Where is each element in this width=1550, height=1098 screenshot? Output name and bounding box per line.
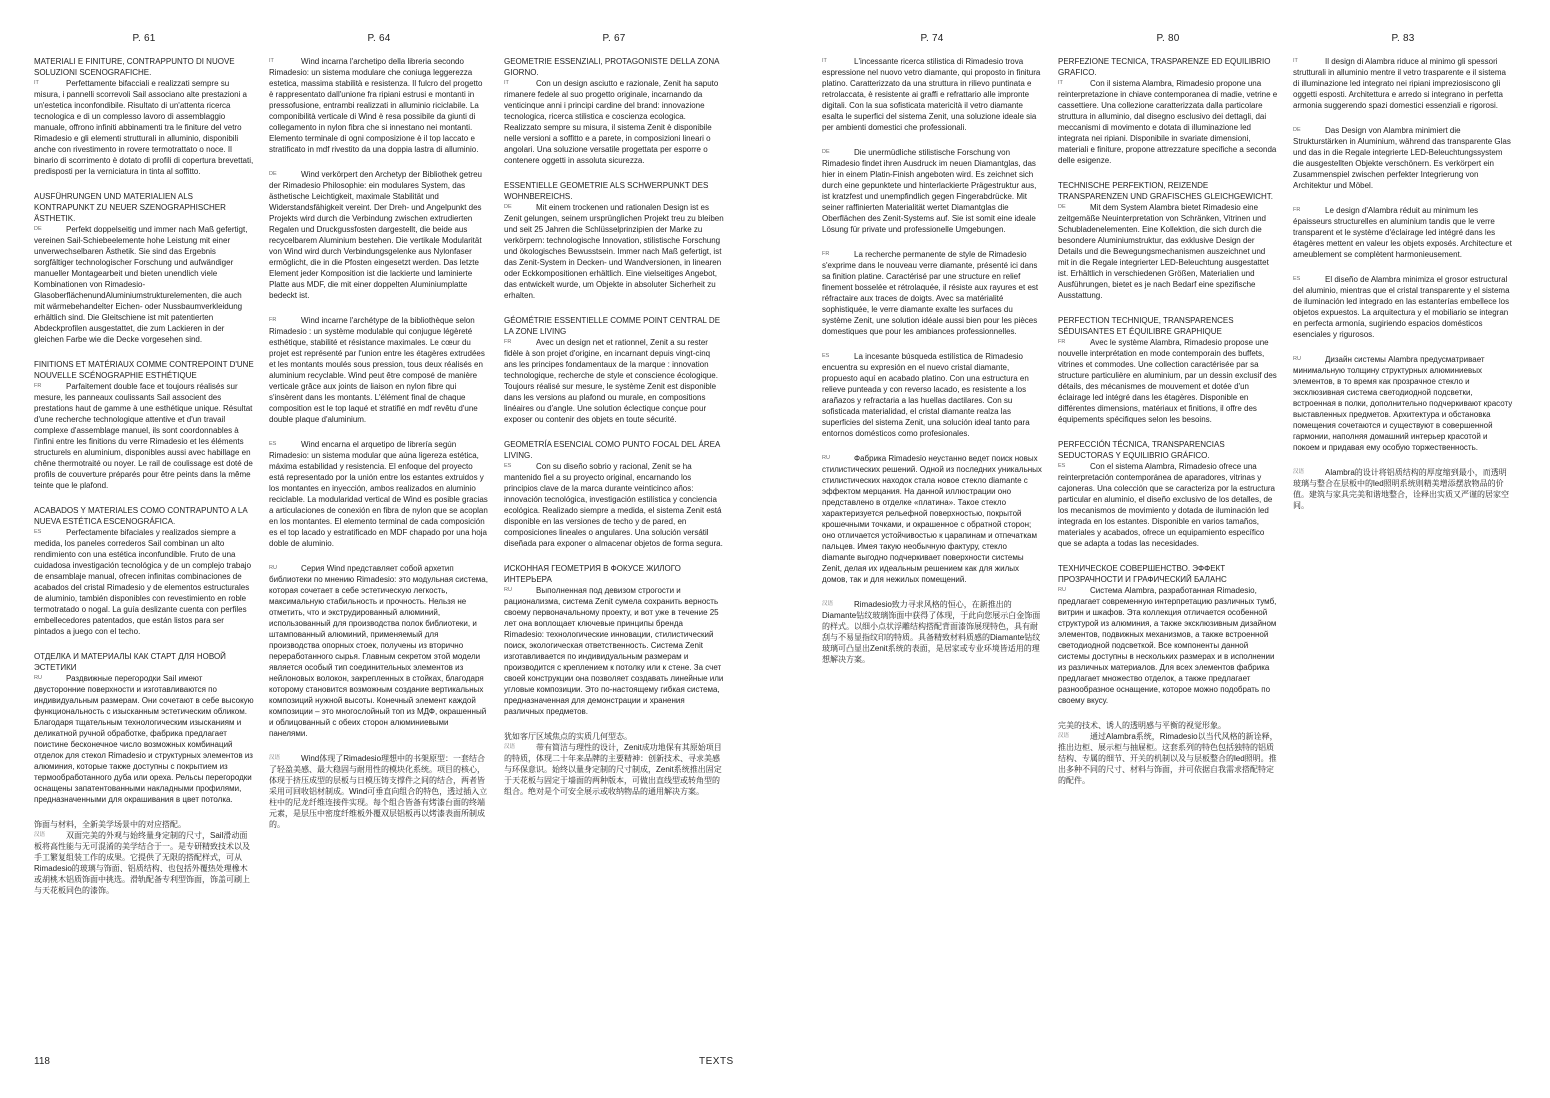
language-tag: FR <box>1058 339 1066 345</box>
text-block <box>822 453 1042 585</box>
page-ref-4: P. 74 <box>920 33 944 44</box>
language-tag: DE <box>504 204 512 210</box>
block-title: ОТДЕЛКА И МАТЕРИАЛЫ КАК СТАРТ ДЛЯ НОВОЙ ЭСТЕТИКИ <box>34 652 226 672</box>
block-title: GEOMETRÍA ESENCIAL COMO PUNTO FOCAL DEL ÁREA LIVING. <box>504 440 720 460</box>
text-block <box>504 180 724 301</box>
body-text: Con su diseño sobrio y racional, Zenit se ha mantenido fiel a su proyecto original, encarnando los principios clave de la marca durante veinticinco años: innovación tecnológica, investigación estilística y conciencia ecológica. Realizado siempre a medida, el sistema Zenit está disponible en las versiones de techo y de pared, en composiciones lineales o angulares. Una solución versátil diseñada para exponer o almacenar objetos de forma segura. <box>504 462 723 548</box>
language-tag: IT <box>1058 80 1063 86</box>
language-tag: IT <box>34 80 39 86</box>
body-text: Con un design asciutto e razionale, Zenit ha saputo rimanere fedele al suo progetto originale, incarnando da venticinque anni i principi cardine del brand: innovazione tecnologica, ricerca stilistica e coscienza ecologica. Realizzato sempre su misura, il sistema Zenit è disponibile nelle versioni a soffitto e a parete, in composizioni lineari o angolari. Una soluzione versatile progettata per esporre o contenere oggetti in assoluta sicurezza. <box>504 79 719 165</box>
language-tag: RU <box>1058 587 1066 593</box>
language-tag: FR <box>822 251 830 257</box>
text-block <box>1293 56 1513 111</box>
text-column-p74 <box>822 56 1042 679</box>
text-block <box>1058 439 1278 549</box>
body-text: 双面完美的外观与始终量身定制的尺寸，Sail滑动面板将高性能与无可混淆的美学结合于一。是专研精致技术以及手工繁复组装工作的成果。它提供了无限的搭配样式，可从Rimadesio的玻璃与饰面、铝质结构、也包括外覆热处理橡木或胡桃木铝质饰面中挑选。滑轨配备专利型饰面，饰盖可刷上与天花板同色的漆饰。 <box>34 831 250 895</box>
body-text: Wind incarne l'archétype de la bibliothèque selon Rimadesio : un système modulable qui conjugue légèreté esthétique, stabilité et résistance maximales. Le cœur du projet est représenté par l'union entre les étagères extrudées et les montants moulés sous pression, tous deux réalisés en aluminium recyclable. Wind peut être composé de manière verticale grâce aux joints de liaison en nylon fibre qui s'insèrent dans les montants. L'élément final de chaque composition est le top laqué et stratifié en mdf revêtu d'une double plaque d'aluminium. <box>269 316 485 424</box>
text-block <box>269 563 489 739</box>
language-tag: IT <box>504 80 509 86</box>
block-title: 饰面与材料，全新美学场景中的对应搭配。 <box>34 820 186 829</box>
text-block <box>1058 56 1278 166</box>
body-text: Le design d'Alambra réduit au minimum les épaisseurs structurelles en aluminium tandis que le verre transparent et le système d'éclairage led intégré dans les étagères mettent en valeur les objets exposés. Architecture et ameublement se complètent harmonieusement. <box>1293 206 1512 259</box>
text-column-p83 <box>1293 56 1513 525</box>
language-tag: ES <box>1058 463 1066 469</box>
language-tag: IT <box>1293 58 1298 64</box>
language-tag: 汉语 <box>1058 733 1070 739</box>
language-tag: DE <box>822 149 830 155</box>
body-text: Wind incarna l'archetipo della libreria secondo Rimadesio: un sistema modulare che coniuga leggerezza estetica, massima stabilità e resistenza. Il fulcro del progetto è rappresentato dall'unione fra ripiani estrusi e montanti in pressofusione, entrambi realizzati in alluminio riciclabile. La componibilità verticale di Wind è resa possibile da giunti di collegamento in nylon fibra che si innestano nei montanti. Elemento terminale di ogni composizione è il top laccato e stratificato in mdf rivestito da una doppia lastra di alluminio. <box>269 57 483 154</box>
text-column-p61 <box>34 56 254 910</box>
body-text: Выполненная под девизом строгости и рационализма, система Zenit сумела сохранить верность своему первоначальному проекту, и вот уже в течение 25 лет она воплощает ключевые принципы бренда Rimadesio: технологические инновации, стилистический поиск, экологическая ответственность. Система Zenit изготавливается по индивидуальным размерам и производится с креплением к потолку или к стене. За счет своей конструкции она позволяет создавать линейные или угловые композиции. Это по-настоящему гибкая система, предназначенная для демонстрации и хранения различных предметов. <box>504 586 724 716</box>
text-block <box>504 731 724 797</box>
text-block <box>269 753 489 830</box>
language-tag: ES <box>504 463 512 469</box>
body-text: Avec le système Alambra, Rimadesio propose une nouvelle interprétation en mode contemporain des buffets, vitrines et commodes. Une collection caractérisée par sa structure particulière en aluminium, par un dessin exclusif des détails, des mécanismes de mouvement et dotée d'un éclairage led intégré dans les étagères. Disponible en différentes dimensions, matériaux et finitions, il offre des équipements spécifiques selon les besoins. <box>1058 338 1277 424</box>
text-block <box>504 563 724 717</box>
section-label: TEXTS <box>699 1056 734 1067</box>
text-column-p67 <box>504 56 724 811</box>
language-tag: FR <box>269 317 277 323</box>
block-title: AUSFÜHRUNGEN UND MATERIALIEN ALS KONTRAPUNKT ZU NEUER SZENOGRAPHISCHER ÄSTHETIK. <box>34 192 226 223</box>
body-text: Perfectamente bifaciales y realizados siempre a medida, los paneles correderos Sail combinan un alto rendimiento con una estética inconfundible. Fruto de una cuidadosa investigación tecnológica y de un complejo trabajo de ensamblaje manual, ofrecen infinitas combinaciones de acabados del cristal Rimadesio y de elementos estructurales de aluminio, también disponibles con revestimiento en roble termotratado o nogal. La guía deslizante cuenta con perfiles embellecedores patentados, que están listos para ser pintados a juego con el techo. <box>34 528 252 636</box>
body-text: Серия Wind представляет собой архетип библиотеки по мнению Rimadesio: это модульная система, которая сочетает в себе эстетическую легкость, максимальную стабильность и прочность. Нельзя не отметить, что и экструдированный алюминий, использованный для производства полок библиотеки, и штампованный алюминий, применяемый для производства опорных стоек, получены из вторично переработанного сырья. Главным секретом этой модели является особый тип соединительных элементов из нейлоновых волокон, закрепленных в стойках, благодаря которому становится возможным создание вертикальных композиций нужной высоты. Конечный элемент каждой композиции – это многослойный топ из МДФ, окрашенный и облицованный с обеих сторон алюминиевыми панелями. <box>269 564 488 738</box>
language-tag: ES <box>34 529 42 535</box>
language-tag: RU <box>504 587 512 593</box>
body-text: Дизайн системы Alambra предусматривает минимальную толщину структурных алюминиевых элементов, в то время как прозрачное стекло и эксклюзивная система светодиодной подсветки, встроенная в полки, дополнительно подчеркивают красоту выставленных предметов. Архитектура и обстановка помещения сочетаются и существуют в совершенной гармонии, наполняя домашний интерьер красотой и покоем и придавая ему особую торжественность. <box>1293 355 1513 452</box>
block-title: TECHNISCHE PERFEKTION, REIZENDE TRANSPARENZEN UND GRAFISCHES GLEICHGEWICHT. <box>1058 181 1273 201</box>
text-block <box>34 359 254 491</box>
body-text: Rimadesio致力寻求风格的恒心，在新推出的Diamante钻纹玻璃饰面中获得了体现，于此向您展示白金饰面的样式。以细小点状浮雕结构搭配背面漆饰展现特色，具有耐刮与不易显指纹印的特质。具备精致材料质感的Diamante钻纹玻璃可凸显出Zenit系统的表面，是居家或专业环境皆适用的理想解决方案。 <box>822 600 1041 664</box>
text-block <box>34 191 254 345</box>
language-tag: 汉语 <box>269 755 281 761</box>
body-text: 带有简洁与理性的设计，Zenit成功地保有其原始项目的特质，体现二十年来品牌的主要精神：创新技术、寻求美感与环保意识。始终以量身定制的尺寸制成，Zenit系统推出固定于天花板与固定于墙面的两种版本，可做出直线型或转角型的组合。绝对是个可安全展示或收纳物品的通用解决方案。 <box>504 743 722 796</box>
text-block <box>822 599 1042 665</box>
block-title: ESSENTIELLE GEOMETRIE ALS SCHWERPUNKT DES WOHNBEREICHS. <box>504 181 709 201</box>
language-tag: ES <box>1293 276 1301 282</box>
language-tag: ES <box>269 441 277 447</box>
body-text: Alambra的设计将铝质结构的厚度缩到最小，而透明玻璃与整合在层板中的led照明系统则精美增添摆放物品的价值。建筑与家具完美和谐地整合，诠释出实质又严谨的居家空间。 <box>1293 468 1509 510</box>
block-title: GÉOMÉTRIE ESSENTIELLE COMME POINT CENTRAL DE LA ZONE LIVING <box>504 316 721 336</box>
text-column-p64 <box>269 56 489 844</box>
body-text: Die unermüdliche stilistische Forschung von Rimadesio findet ihren Ausdruck im neuen Diamantglas, das hier in einem Platin-Finish angeboten wird. Es zeichnet sich durch eine gepunktete und hinterlackierte Prägestruktur aus, ist kratzfest und unempfindlich gegen Fingerabdrücke. Mit seiner raffinierten Materialität wertet Diamantglas die Oberflächen des Zenit-Systems auf. Sie ist somit eine ideale Lösung für private und professionelle Umgebungen. <box>822 148 1037 234</box>
text-block <box>822 147 1042 235</box>
language-tag: DE <box>269 171 277 177</box>
body-text: Wind encarna el arquetipo de librería según Rimadesio: un sistema modular que aúna ligereza estética, máxima estabilidad y resistencia. El enfoque del proyecto está representado por la unión entre los estantes extruidos y los montantes en inyección, ambos realizados en aluminio reciclable. La modularidad vertical de Wind es posible gracias a articulaciones de conexión en fibra de nylon que se acoplan en los montantes. El elemento terminal de cada composición es el top lacado y estratificado en MDF chapado por una hoja doble de aluminio. <box>269 440 488 548</box>
body-text: Il design di Alambra riduce al minimo gli spessori strutturali in alluminio mentre il vetro trasparente e il sistema di illuminazione led integrato nei ripiani impreziosiscono gli oggetti esposti. Architettura e arredo si integrano in perfetta armonia suggerendo spazi domestici essenziali e rigorosi. <box>1293 57 1506 110</box>
block-title: 完美的技术、诱人的透明感与平衡的视觉形象。 <box>1058 721 1226 730</box>
text-column-p80 <box>1058 56 1278 800</box>
text-block <box>504 439 724 549</box>
block-title: FINITIONS ET MATÉRIAUX COMME CONTREPOINT D'UNE NOUVELLE SCÉNOGRAPHIE ESTHÉTIQUE <box>34 360 254 380</box>
block-title: 犹如客厅区域焦点的实质几何型态。 <box>504 732 632 741</box>
text-block <box>1293 274 1513 340</box>
text-block <box>269 169 489 301</box>
language-tag: DE <box>34 226 42 232</box>
language-tag: RU <box>1293 356 1301 362</box>
body-text: Система Alambra, разработанная Rimadesio, предлагает современную интерпретацию различных тумб, витрин и шкафов. Эта коллекция отличается особенной структурой из алюминия, а также эксклюзивным дизайном элементов, подвижных механизмов, а также встроенной светодиодной подсветкой. Все компоненты данной системы доступны в нескольких размерах и в исполнении из различных материалов. Для всех элементов фабрика предлагает множество отделок, а также предлагает разнообразное оснащение, которое можно подобрать по своему вкусу. <box>1058 586 1277 705</box>
body-text: 通过Alambra系统，Rimadesio以当代风格的新诠释，推出边柜、展示柜与抽屉柜。这套系列的特色包括独特的铝质结构、专属的细节、开关的机制以及与层板整合的led照明。推出多种不同的尺寸、材料与饰面，并可依据自我需求搭配特定的配件。 <box>1058 732 1278 785</box>
text-block <box>34 56 254 177</box>
text-block <box>1058 720 1278 786</box>
text-block <box>822 56 1042 133</box>
text-block <box>822 351 1042 439</box>
language-tag: 汉语 <box>822 601 834 607</box>
text-block <box>1058 315 1278 425</box>
text-block <box>1293 467 1513 511</box>
text-block <box>34 819 254 896</box>
language-tag: RU <box>822 455 830 461</box>
block-title: PERFEZIONE TECNICA, TRASPARENZE ED EQUILIBRIO GRAFICO. <box>1058 57 1271 77</box>
body-text: Das Design von Alambra minimiert die Strukturstärken in Aluminium, während das transparente Glas und das in die Regale integrierte LED-Beleuchtungssystem die ausgestellten Objekte verschönern. Es verkörpert ein Zusammenspiel zwischen perfekter Integrierung von Architektur und Möbel. <box>1293 126 1511 190</box>
language-tag: 汉语 <box>504 744 516 750</box>
body-text: Con il sistema Alambra, Rimadesio propone una reinterpretazione in chiave contemporanea di madie, vetrine e cassettiere. Una collezione caratterizzata dalla particolare struttura in alluminio, dal disegno esclusivo dei dettagli, dai meccanismi di movimento e dotata di illuminazione led integrata nei ripiani. Disponibile in svariate dimensioni, materiali e finiture, propone attrezzature specifiche a seconda delle esigenze. <box>1058 79 1278 165</box>
body-text: Perfekt doppelseitig und immer nach Maß gefertigt, vereinen Sail-Schiebeelemente hohe Leistung mit einer unverwechselbaren Ästhetik. Sie sind das Ergebnis sorgfältiger technologischer Forschung und aufwändiger manueller Montagearbeit und bieten unendlich viele Kombinationen von Rimadesio-GlasoberflächenundAluminiumstrukturelementen, die auch mit wärmebehandelter Eichen- oder Nussbaumverkleidung erhältlich sind. Die Gleitschiene ist mit patentierten Abdeckprofilen ausgestattet, die zum Lackieren in der gleichen Farbe wie die Decke vorgesehen sind. <box>34 225 248 344</box>
block-title: GEOMETRIE ESSENZIALI, PROTAGONISTE DELLA ZONA GIORNO. <box>504 57 720 77</box>
body-text: El diseño de Alambra minimiza el grosor estructural del aluminio, mientras que el cristal transparente y el sistema de iluminación led integrado en las estanterías embellece los objetos expuestos. La arquitectura y el mobiliario se integran en perfecta armonía, sugiriendo espacios domésticos esenciales y rigurosos. <box>1293 275 1510 339</box>
body-text: La recherche permanente de style de Rimadesio s'exprime dans le nouveau verre diamante, présenté ici dans sa finition platine. Caractérisé par une structure en relief finement bosselée et rétrolaquée, il résiste aux rayures et est réfractaire aux traces de doigts. Avec sa matérialité sophistiquée, le verre diamante exalte les surfaces du système Zenit, une solution idéale aussi bien pour les pièces domestiques que pour les ambiances professionnelles. <box>822 250 1039 336</box>
language-tag: FR <box>1293 207 1301 213</box>
block-title: PERFECTION TECHNIQUE, TRANSPARENCES SÉDUISANTES ET ÉQUILIBRE GRAPHIQUE <box>1058 316 1234 336</box>
body-text: Раздвижные перегородки Sail имеют двусторонние поверхности и изготавливаются по индивидуальным размерам. Они сочетают в себе высокую функциональность с изысканным эстетическим обликом. Благодаря тщательным технологическим изысканиям и деликатной ручной обработке, фабрика предлагает поистине бесконечное число возможных комбинаций отделок для стекол Rimadesio и структурных элементов из алюминия, которые также доступны с покрытием из термообработанного дуба или ореха. Рельсы перегородки оснащены запатентованными накладными профилями, предназначенными для окрашивания в цвет потолка. <box>34 674 254 804</box>
page-number: 118 <box>34 1056 50 1067</box>
body-text: Wind体现了Rimadesio理想中的书架原型：一套结合了轻盈美感、最大稳固与耐用性的模块化系统。项目的核心，体现于挤压成型的层板与日模压铸支撑件之间的结合，两者皆采用可回收铝材制成。Wind可垂直向组合的特色，透过插入立柱中的尼龙纤维连接件实现。每个组合皆备有烤漆台面的终端元素，是层压中密度纤维板外覆双层铝板再以烤漆表面所制成的。 <box>269 754 488 829</box>
language-tag: RU <box>269 565 277 571</box>
page-ref-2: P. 64 <box>367 33 391 44</box>
page-ref-5: P. 80 <box>1156 33 1180 44</box>
page-ref-6: P. 83 <box>1391 33 1415 44</box>
body-text: Parfaitement double face et toujours réalisés sur mesure, les panneaux coulissants Sail associent des prestations haut de gamme à une esthétique unique. Résultat d'une recherche technologique attentive et d'un travail complexe d'assemblage manuel, ils sont coordonnables à l'infini entre les finitions du verre Rimadesio et les éléments structurels en aluminium, disponibles aussi avec habillage en chêne thermotraité ou noyer. Le rail de coulissage est doté de profils de couverture préparés pour être peints dans la même teinte que le plafond. <box>34 382 253 490</box>
text-block <box>504 315 724 425</box>
text-block <box>1293 125 1513 191</box>
text-block <box>269 315 489 425</box>
body-text: Фабрика Rimadesio неустанно ведет поиск новых стилистических решений. Одной из последних уникальных стилистических находок стала новое стекло diamante с эффектом мерцания. На данной иллюстрации оно представлено в отделке «платина». Такое стекло характеризуется рельефной поверхностью, покрытой крошечными точками, и окрашенное с обратной сторон; оно отличается устойчивостью к царапинам и отпечаткам пальцев. Имея такую необычную фактуру, стекло diamante выгодно подчеркивает поверхности системы Zenit, делая их идеальным решением как для жилых домов, так и для нежилых помещений. <box>822 454 1042 584</box>
language-tag: FR <box>34 383 42 389</box>
text-block <box>822 249 1042 337</box>
text-block <box>34 505 254 637</box>
language-tag: 汉语 <box>34 832 46 838</box>
language-tag: IT <box>269 58 274 64</box>
language-tag: FR <box>504 339 512 345</box>
text-block <box>269 439 489 549</box>
block-title: MATERIALI E FINITURE, CONTRAPPUNTO DI NUOVE SOLUZIONI SCENOGRAFICHE. <box>34 57 235 77</box>
body-text: Mit einem trockenen und rationalen Design ist es Zenit gelungen, seinem ursprünglichen Projekt treu zu bleiben und seit 25 Jahren die Schlüsselprinzipien der Marke zu verkörpern: technologische Innovation, stilistische Forschung und ökologisches Bewusstsein. Immer nach Maß gefertigt, ist das Zenit-System in Decken- und Wandversionen, in linearen oder Eckkompositionen erhältlich. Eine vielseitiges Angebot, das entwickelt wurde, um Objekte in absoluter Sicherheit zu erhalten. <box>504 203 724 300</box>
language-tag: RU <box>34 675 42 681</box>
language-tag: ES <box>822 353 830 359</box>
body-text: L'incessante ricerca stilistica di Rimadesio trova espressione nel nuovo vetro diamante, qui proposto in finitura platino. Caratterizzato da una struttura in rilievo puntinata e retrolaccata, è resistente ai graffi e refrattario alle impronte digitali. Con la sua sofisticata matericità il vetro diamante esalta le superfici del sistema Zenit, una soluzione ideale sia per ambienti domestici che professionali. <box>822 57 1041 132</box>
body-text: Wind verkörpert den Archetyp der Bibliothek getreu der Rimadesio Philosophie: ein modulares System, das ästhetische Leichtigkeit, maximale Stabilität und Widerstandsfähigkeit vereint. Der Dreh- und Angelpunkt des Projekts wird durch die Verbindung zwischen extrudierten Regalen und Druckgussfosten dargestellt, die beide aus recycelbarem Aluminium bestehen. Die vertikale Modularität von Wind wird durch Verbindungsgelenke aus Nylonfaser ermöglicht, die in die Pfosten eingesetzt werden. Das letzte Element jeder Komposition ist die lackierte und laminierte Platte aus MDF, die mit einer doppelten Aluminiumplatte bedeckt ist. <box>269 170 482 300</box>
text-block <box>269 56 489 155</box>
page-ref-3: P. 67 <box>602 33 626 44</box>
block-title: ACABADOS Y MATERIALES COMO CONTRAPUNTO A LA NUEVA ESTÉTICA ESCENOGRÁFICA. <box>34 506 248 526</box>
language-tag: DE <box>1058 204 1066 210</box>
body-text: Mit dem System Alambra bietet Rimadesio eine zeitgemäße Neuinterpretation von Schränken, Vitrinen und Schubladenelementen. Eine Kollektion, die sich durch die besondere Aluminiumstruktur, das exklusive Design der Details und die Bewegungsmechanismen auszeichnet und mit in die Regale integrierter LED-Beleuchtung ausgestattet ist. Erhältlich in verschiedenen Größen, Materialien und Ausführungen, bietet es je nach Bedarf eine spezifische Ausstattung. <box>1058 203 1269 300</box>
text-block <box>504 56 724 166</box>
block-title: ИСКОННАЯ ГЕОМЕТРИЯ В ФОКУСЕ ЖИЛОГО ИНТЕРЬЕРА <box>504 564 681 584</box>
body-text: La incesante búsqueda estilística de Rimadesio encuentra su expresión en el nuevo cristal diamante, propuesto aquí en acabado platino. Con una estructura en relieve punteada y con reverso lacado, es resistente a los arañazos y refractaria a las huellas dactilares. Con su sofisticada materialidad, el cristal diamante realza las superficies del sistema Zenit, una solución ideal tanto para entornos domésticos como profesionales. <box>822 352 1030 438</box>
text-block <box>34 651 254 805</box>
text-block <box>1293 354 1513 453</box>
block-title: PERFECCIÓN TÉCNICA, TRANSPARENCIAS SEDUCTORAS Y EQUILIBRIO GRÁFICO. <box>1058 440 1225 460</box>
page-ref-1: P. 61 <box>132 33 156 44</box>
body-text: Con el sistema Alambra, Rimadesio ofrece una reinterpretación contemporánea de aparadores, vitrinas y cajoneras. Una colección que se caracteriza por la estructura particular en aluminio, el diseño exclusivo de los detalles, de los mecanismos de movimiento y dotada de iluminación led integrada en los estantes. Disponible en varios tamaños, materiales y acabados, ofrece un equipamiento específico que se adapta a todas las necesidades. <box>1058 462 1275 548</box>
language-tag: IT <box>822 58 827 64</box>
body-text: Avec un design net et rationnel, Zenit a su rester fidèle à son projet d'origine, en incarnant depuis vingt-cinq ans les principes fondamentaux de la marque : innovation technologique, recherche de style et conscience écologique. Toujours réalisé sur mesure, le système Zenit est disponible dans les versions au plafond ou murale, en compositions linéaires ou d'angle. Une solution éclectique conçue pour exposer ou contenir des objets en toute sécurité. <box>504 338 718 424</box>
language-tag: 汉语 <box>1293 469 1305 475</box>
text-block <box>1293 205 1513 260</box>
text-block <box>1058 180 1278 301</box>
language-tag: DE <box>1293 127 1301 133</box>
body-text: Perfettamente bifacciali e realizzati sempre su misura, i pannelli scorrevoli Sail associano alte prestazioni a un'estetica inconfondibile. Risultato di un'attenta ricerca tecnologica e di un complesso lavoro di assemblaggio manuale, offrono infiniti abbinamenti tra le finiture del vetro Rimadesio e gli elementi strutturali in alluminio, disponibili anche con rivestimento in rovere termotrattato o noce. Il binario di scorrimento è dotato di profili di copertura brevettati, predisposti per la verniciatura in tinta al soffitto. <box>34 79 254 176</box>
text-block <box>1058 563 1278 706</box>
block-title: ТЕХНИЧЕСКОЕ СОВЕРШЕНСТВО. ЭФФЕКТ ПРОЗРАЧНОСТИ И ГРАФИЧЕСКИЙ БАЛАНС <box>1058 564 1227 584</box>
